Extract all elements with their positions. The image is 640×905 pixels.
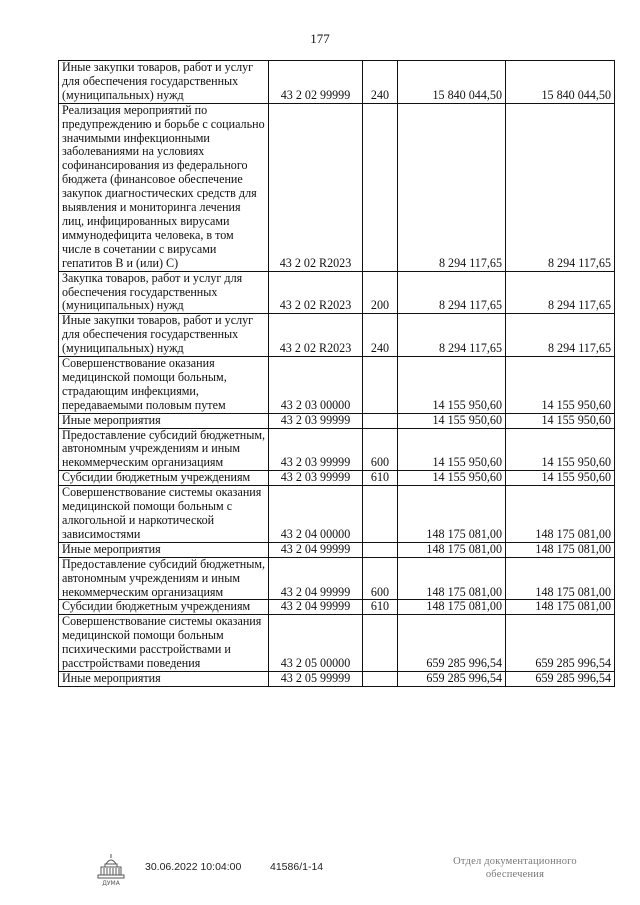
table-row bbox=[59, 428, 615, 471]
row-amount-1: 148 175 081,00 bbox=[398, 486, 506, 543]
row-code: 43 2 04 99999 bbox=[269, 557, 363, 600]
row-expense-type: 610 bbox=[363, 471, 398, 486]
table-row bbox=[59, 486, 615, 543]
row-name: Закупка товаров, работ и услуг для обеспечения государственных (муниципальных) нужд bbox=[59, 271, 269, 314]
row-amount-1: 148 175 081,00 bbox=[398, 542, 506, 557]
row-code: 43 2 03 99999 bbox=[269, 428, 363, 471]
row-expense-type bbox=[363, 542, 398, 557]
row-code: 43 2 02 R2023 bbox=[269, 314, 363, 357]
table-row bbox=[59, 413, 615, 428]
table-row bbox=[59, 671, 615, 686]
row-expense-type: 240 bbox=[363, 61, 398, 104]
footer-document-number: 41586/1-14 bbox=[270, 861, 324, 873]
row-amount-2: 8 294 117,65 bbox=[506, 314, 615, 357]
page-footer bbox=[0, 852, 640, 892]
row-amount-1: 15 840 044,50 bbox=[398, 61, 506, 104]
row-amount-1: 14 155 950,60 bbox=[398, 413, 506, 428]
row-expense-type bbox=[363, 615, 398, 672]
row-expense-type: 600 bbox=[363, 428, 398, 471]
row-code: 43 2 05 00000 bbox=[269, 615, 363, 672]
table-row bbox=[59, 271, 615, 314]
row-code: 43 2 02 R2023 bbox=[269, 103, 363, 271]
row-expense-type bbox=[363, 357, 398, 414]
row-name: Иные закупки товаров, работ и услуг для обеспечения государственных (муниципальных) нужд bbox=[59, 61, 269, 104]
row-amount-2: 659 285 996,54 bbox=[506, 615, 615, 672]
row-name: Субсидии бюджетным учреждениям bbox=[59, 600, 269, 615]
row-name: Иные мероприятия bbox=[59, 671, 269, 686]
row-code: 43 2 04 99999 bbox=[269, 542, 363, 557]
row-name: Совершенствование системы оказания медицинской помощи больным с алкогольной и наркотической зависимостями bbox=[59, 486, 269, 543]
row-expense-type: 200 bbox=[363, 271, 398, 314]
row-name: Предоставление субсидий бюджетным, автономным учреждениям и иным некоммерческим организациям bbox=[59, 428, 269, 471]
row-name: Иные закупки товаров, работ и услуг для обеспечения государственных (муниципальных) нужд bbox=[59, 314, 269, 357]
row-code: 43 2 02 R2023 bbox=[269, 271, 363, 314]
row-expense-type: 610 bbox=[363, 600, 398, 615]
row-amount-2: 8 294 117,65 bbox=[506, 271, 615, 314]
row-amount-1: 148 175 081,00 bbox=[398, 600, 506, 615]
row-code: 43 2 03 99999 bbox=[269, 471, 363, 486]
table-row bbox=[59, 314, 615, 357]
budget-table bbox=[58, 60, 615, 687]
row-name: Совершенствование системы оказания медицинской помощи больным психическими расстройствами и расстройствами поведения bbox=[59, 615, 269, 672]
row-amount-2: 148 175 081,00 bbox=[506, 542, 615, 557]
row-amount-2: 14 155 950,60 bbox=[506, 428, 615, 471]
table-row bbox=[59, 615, 615, 672]
row-amount-2: 148 175 081,00 bbox=[506, 600, 615, 615]
footer-timestamp: 30.06.2022 10:04:00 bbox=[145, 861, 242, 873]
row-amount-1: 8 294 117,65 bbox=[398, 103, 506, 271]
footer-department-stamp: Отдел документационного обеспечения bbox=[453, 856, 577, 880]
row-code: 43 2 03 00000 bbox=[269, 357, 363, 414]
row-expense-type: 240 bbox=[363, 314, 398, 357]
row-amount-2: 659 285 996,54 bbox=[506, 671, 615, 686]
row-name: Иные мероприятия bbox=[59, 413, 269, 428]
table-row bbox=[59, 357, 615, 414]
table-row bbox=[59, 471, 615, 486]
row-code: 43 2 04 99999 bbox=[269, 600, 363, 615]
row-amount-2: 8 294 117,65 bbox=[506, 103, 615, 271]
row-name: Иные мероприятия bbox=[59, 542, 269, 557]
row-amount-1: 14 155 950,60 bbox=[398, 357, 506, 414]
row-name: Совершенствование оказания медицинской помощи больным, страдающим инфекциями, передаваемыми половым путем bbox=[59, 357, 269, 414]
row-code: 43 2 05 99999 bbox=[269, 671, 363, 686]
row-expense-type bbox=[363, 103, 398, 271]
row-name: Реализация мероприятий по предупреждению и борьбе с социально значимыми инфекционными заболеваниями на условиях софинансирования из федерального бюджета (финансовое обеспечение закупок диагностических средств для выявления и мониторинга лечения лиц, инфицированных вирусами иммунодефицита человека, в том числе в сочетании с вирусами гепатитов В и (или) С) bbox=[59, 103, 269, 271]
row-amount-2: 15 840 044,50 bbox=[506, 61, 615, 104]
row-amount-2: 14 155 950,60 bbox=[506, 413, 615, 428]
svg-text:ДУМА: ДУМА bbox=[102, 880, 120, 887]
row-amount-1: 8 294 117,65 bbox=[398, 271, 506, 314]
table-row bbox=[59, 600, 615, 615]
row-expense-type: 600 bbox=[363, 557, 398, 600]
row-amount-1: 659 285 996,54 bbox=[398, 615, 506, 672]
row-code: 43 2 03 99999 bbox=[269, 413, 363, 428]
row-amount-1: 659 285 996,54 bbox=[398, 671, 506, 686]
row-amount-2: 14 155 950,60 bbox=[506, 357, 615, 414]
page-number: 177 bbox=[310, 31, 330, 46]
row-amount-2: 14 155 950,60 bbox=[506, 471, 615, 486]
row-amount-2: 148 175 081,00 bbox=[506, 486, 615, 543]
row-amount-1: 8 294 117,65 bbox=[398, 314, 506, 357]
row-amount-1: 148 175 081,00 bbox=[398, 557, 506, 600]
row-amount-1: 14 155 950,60 bbox=[398, 428, 506, 471]
row-expense-type bbox=[363, 413, 398, 428]
row-expense-type bbox=[363, 486, 398, 543]
table-row bbox=[59, 103, 615, 271]
row-amount-1: 14 155 950,60 bbox=[398, 471, 506, 486]
table-row bbox=[59, 557, 615, 600]
row-code: 43 2 02 99999 bbox=[269, 61, 363, 104]
row-code: 43 2 04 00000 bbox=[269, 486, 363, 543]
row-name: Субсидии бюджетным учреждениям bbox=[59, 471, 269, 486]
row-name: Предоставление субсидий бюджетным, автономным учреждениям и иным некоммерческим организациям bbox=[59, 557, 269, 600]
row-expense-type bbox=[363, 671, 398, 686]
duma-building-emblem-icon bbox=[94, 852, 128, 888]
row-amount-2: 148 175 081,00 bbox=[506, 557, 615, 600]
table-row bbox=[59, 542, 615, 557]
table-row bbox=[59, 61, 615, 104]
